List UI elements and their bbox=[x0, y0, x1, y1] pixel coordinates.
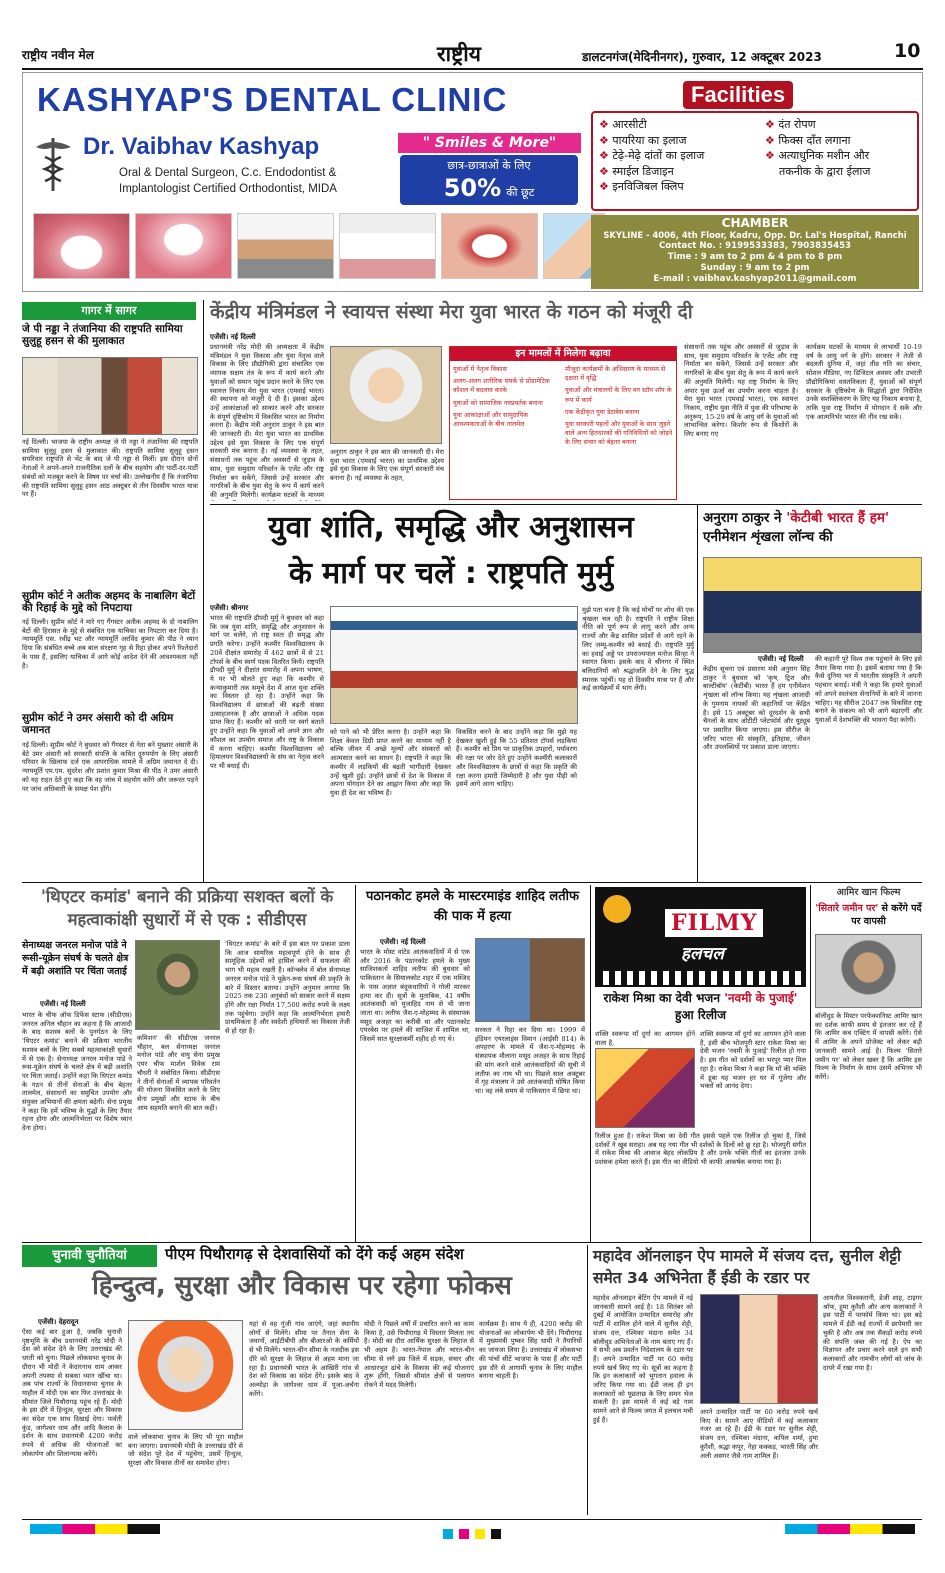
brief-headline-1: जे पी नड्डा ने तंजानिया की राष्ट्रपति सामिया सुलुहू हसन से की मुलाकात bbox=[22, 323, 183, 347]
masthead-center: राष्ट्रीय bbox=[437, 41, 481, 66]
chamber-contact: Contact No. : 9199533383, 7903835453 bbox=[658, 241, 852, 251]
promotion-item: युवाओं और मंत्रालयों के लिए वन स्टॉप शॉप के रूप में कार्य bbox=[565, 386, 672, 404]
facility-item: ❖ अत्याधुनिक मशीन और bbox=[765, 149, 870, 162]
top-story-headline: केंद्रीय मंत्रिमंडल ने स्वायत्त संस्था मेरा युवा भारत के गठन को मंजूरी दी bbox=[210, 301, 693, 323]
clinic-name: KASHYAP'S DENTAL CLINIC bbox=[37, 81, 508, 118]
filmy-body-col2: शक्ति स्वरूपा माँ दुर्गा का आगमन होने वाला है, इसी बीच भोजपुरी स्टार राकेश मिश्रा का देवी भजन 'नवमी के पुजाई' रिलीज हो गया है। इस गीत को दर्शकों का भरपूर प्यार मिल रहा है। राकेश मिश्रा ने कहा कि माँ की भक्ति में डूबा यह भजन हर घर में गूंजेगा और भक्तों को आनंद देगा। bbox=[700, 1030, 806, 1091]
chamber-box bbox=[591, 215, 919, 289]
film-strip bbox=[597, 971, 804, 985]
anurag-body-col1: केंद्रीय सूचना एवं प्रसारण मंत्री अनुराग सिंह ठाकुर ने बुधवार को 'कृष, ट्रिश और बाल्टीबॉय' (केटीबी) भारत हैं हम एनीमेशन शृंखला को लॉन्च किया। यह शृंखला आजादी के गुमनाम नायकों की कहानियों पर केंद्रित है। इसे 15 अक्टूबर को दूरदर्शन के सभी चैनलों के साथ ओटीटी प्लेटफॉर्म और यूट्यूब पर प्रसारित किया जाएगा। इस सीरीज के जरिए भारत की संस्कृति, इतिहास, जीवन और उपलब्धियों पर प्रकाश डाला जाएगा। bbox=[703, 665, 810, 752]
facilities-box bbox=[591, 111, 919, 211]
promotion-item: एक केंद्रीकृत युवा डेटाबेस बनाना bbox=[565, 407, 640, 416]
elections-byline: एजेंसी। देहरादून bbox=[38, 1318, 79, 1326]
nadda-photo bbox=[22, 357, 198, 435]
brief-body-2: नई दिल्ली। सुप्रीम कोर्ट ने मारे गए गैंगस्टर अतीक अहमद के दो नाबालिग बेटों की हिरासत के मुद्दे से संबंधित एक याचिका का निपटारा कर दिया है। न्यायमूर्ति एस. रवींद्र भट और न्यायमूर्ति अरविंद कुमार की पीठ ने ध्यान दिया कि संबंधित बच्चे अब बाल संरक्षण गृह से रिहा होकर अपने रिश्तेदारों के पास हैं, इसलिए याचिका में आगे कोई आदेश देने की आवश्यकता नहीं है। bbox=[22, 618, 198, 670]
lead-body-col2: को पाने को भी प्रेरित करना है। उन्होंने कहा कि शिक्षा केवल डिग्री प्राप्त करने का माध्यम नहीं है बल्कि जीवन में अच्छे मूल्यों और संस्कारों को आत्मसात करने का साधन है। राष्ट्रपति ने कहा कि कश्मीर में लड़कियों की बढ़ती भागीदारी देखकर उन्हें खुशी हुई। उन्होंने छात्रों से देश के विकास में अपना योगदान देने का आह्वान किया और कहा कि युवा ही देश का भविष्य हैं। bbox=[330, 728, 451, 797]
elections-headline: हिन्दुत्व, सुरक्षा और विकास पर रहेगा फोकस bbox=[92, 1271, 512, 1301]
top-story-byline: एजेंसी। नई दिल्ली bbox=[210, 333, 256, 341]
facility-item: तकनीक के द्वारा ईलाज bbox=[779, 164, 871, 178]
lead-byline: एजेंसी। श्रीनगर bbox=[210, 604, 249, 612]
lead-body-col3: विकसित करने के बाद उन्होंने कहा कि मुझे यह देखकर खुशी हुई कि 55 प्रतिशत टॉपर्स लड़कियां हैं। कश्मीर को प्रिय पर प्राकृतिक उपहारों, पर्यावरण की रक्षा पर जोर देते हुए उन्होंने कश्मीरी कलाकारों और विश्वविद्यालय के छात्रों से कहा कि प्रकृति की रक्षा करना हमारी जिम्मेदारी है और युवा पीढ़ी को इसमें आगे आना चाहिए। bbox=[456, 728, 577, 789]
cds-byline: एजेंसी। नई दिल्ली bbox=[40, 1000, 86, 1008]
color-swatch-yellow bbox=[475, 1529, 485, 1539]
rakesh-mishra-photo bbox=[595, 1048, 695, 1128]
promotion-item: युवाओं में नेतृत्व विकास bbox=[453, 365, 507, 373]
modi-election-photo bbox=[128, 1320, 243, 1430]
elections-body-col3: यहां से वह गुंजी गांव जाएंगे, जहां स्थानीय लोगों से मिलेंगे। सीमा पर तैनात सेना के जवानों, आईटीबीपी और बीआरओ के कर्मियों से भी मिलेंगे। भारत-चीन सीमा के नजदीक इस दौरे को सुरक्षा के लिहाज से अहम माना जा रहा है। प्रधानमंत्री भारत के आखिरी गांव से देश को विकास का संदेश देंगे। इसके बाद वे अल्मोड़ा के जागेश्वर धाम में पूजा-अर्चना करेंगे। bbox=[249, 1320, 359, 1398]
caduceus-icon bbox=[31, 133, 76, 193]
pathankot-body-col2: सरकार ने रिहा कर दिया था। 1999 में इंडियन एयरलाइंस विमान (आईसी 814) के अपहरण के मामले में जैश-ए-मोहम्मद के संस्थापक मौलाना मसूद अजहर के साथ रिहाई की मांग करने वाले आतंकवादियों की सूची में लतीफ का नाम भी था। पिछले साल अक्टूबर में गृह मंत्रालय ने उसे आतंकवादी घोषित किया था। वह लंबे समय से पाकिस्तान में छिपा था। bbox=[475, 1026, 585, 1095]
facility-item: ❖ आरसीटी bbox=[599, 118, 647, 131]
facility-item: ❖ पायरिया का इलाज bbox=[599, 133, 687, 147]
masthead-left: राष्ट्रीय नवीन मेल bbox=[22, 48, 94, 62]
shahid-latif-photo bbox=[475, 938, 585, 1022]
anurag-launch-photo bbox=[703, 557, 922, 653]
lead-headline-1: युवा शांति, समृद्धि और अनुशासन bbox=[268, 510, 634, 545]
doctor-qual-2: Implantologist Certified Orthodontist, MIDA bbox=[119, 183, 337, 195]
aamir-tag: आमिर खान फिल्म bbox=[836, 887, 901, 898]
page-number: 10 bbox=[894, 40, 921, 62]
dental-image-implant bbox=[237, 213, 334, 279]
promotion-box-title: इन मामलों में मिलेगा बढ़ावा bbox=[450, 347, 676, 361]
top-story-body-col4: कार्यक्रम घटकों के माध्यम से लाभार्थी 10-19 वर्ष के आयु वर्ग के होंगे। सरकार ने तेजी से बदलती दुनिया में, जहां तीव्र गति का संचार, सोशल मीडिया, नए डिजिटल अवसर और उभरती प्रौद्योगिकियां वास्तविकता हैं, युवाओं को संपूर्ण सरकार के दृष्टिकोण के सिद्धांतों द्वारा निर्देशित उनके सशक्तिकरण के लिए यह निकाय बनाया है, ताकि युवा राष्ट्र निर्माण में योगदान दे सकें और एक आत्मनिर्भर भारत की नींव रख सकें। bbox=[806, 343, 922, 421]
dental-ad bbox=[22, 72, 923, 292]
registration-mark-left bbox=[30, 1524, 160, 1534]
mahadev-actors-photo bbox=[700, 1294, 818, 1404]
cds-body-col3: 'थिएटर कमांड' के बारे में इस बात पर प्रकाश डाला कि आज सामरिक महत्वपूर्ण होने के साथ ही सामूहिक उद्देश्यों को हासिल करने में सफलता की भाग भी महत्व रखती है। कॉन्क्लेव में बोल सेनाध्यक्ष जनरल मनोज पांडे ने यूक्रेन-रूस संघर्ष की प्रकृति के बारे में विस्तार बताया। उन्होंने अनुमान लगाया कि 2025 तक 230 अनुबंधों को साकार करने में सक्षम होंगे और रक्षा निर्यात 17,500 करोड़ रुपये के लक्ष्य तक पहुंचेगा। उन्होंने कहा कि आत्मनिर्भरता हमारी प्राथमिकता है और स्वदेशी हथियारों का विकास तेजी से हो रहा है। bbox=[225, 940, 350, 1036]
lead-headline-2: के मार्ग पर चलें : राष्ट्रपति मुर्मु bbox=[288, 556, 614, 591]
film-reel-icon bbox=[603, 895, 631, 923]
color-swatch-black bbox=[491, 1529, 501, 1539]
aamir-khan-photo bbox=[815, 934, 922, 1008]
elections-kicker: पीएम पिथौरागढ़ से देशवासियों को देंगे कई अहम संदेश bbox=[165, 1245, 464, 1263]
promotion-box bbox=[449, 346, 677, 500]
brief-body-1: नई दिल्ली। भाजपा के राष्ट्रीय अध्यक्ष जे पी नड्डा ने तंजानिया की राष्ट्रपति सामिया सुलुहू हसन से मुलाकात की। राष्ट्रपति सामिया सुलुहू हसन सपरिवार राष्ट्रपति से भेंट के बाद जे पी नड्डा से मिलीं। इस दौरान दोनों नेताओं ने अपने-अपने राजनीतिक दलों के बीच सहयोग और पार्टी-दर-पार्टी संबंधों को मजबूत करने के विषय पर चर्चा की। उल्लेखनीय है कि तंजानिया की राष्ट्रपति सामिया सुलुहू हसन आठ अक्टूबर से तीन दिवसीय भारत यात्रा पर हैं। bbox=[22, 438, 198, 499]
pathankot-body-col1: भारत के मोस्ट वांटेड आतंकवादियों में से एक और 2016 के पठानकोट हमले के मुख्य साजिशकर्ता शाहिद लतीफ की बुधवार को पाकिस्तान के सियालकोट शहर में एक मस्जिद के पास अज्ञात बंदूकधारियों ने गोली मारकर हत्या कर दी। सूत्रों के मुताबिक, 41 वर्षीय आतंकवादी को मुजाहिद नाम से भी जाना जाता था। लतीफ जैश-ए-मोहम्मद के संस्थापक मसूद अजहर का करीबी था और पठानकोट एयरबेस पर हमले की साजिश में शामिल था, जिसमें सात सुरक्षाकर्मी शहीद हो गए थे। bbox=[360, 948, 470, 1044]
filmy-headline: राकेश मिश्रा का देवी भजन 'नवमी के पुजाई' हुआ रिलीज bbox=[603, 991, 798, 1023]
masthead bbox=[22, 38, 923, 68]
color-swatch-magenta bbox=[459, 1529, 469, 1539]
cds-body-col1: भारत के चीफ ऑफ डिफेंस स्टाफ (सीडीएस) जनरल अनिल चौहान का कहना है कि आजादी के बाद सशस्त्र बलों के पुनर्गठन के लिए 'थिएटर कमांड' बनाने की प्रक्रिया भारतीय सशस्त्र बलों के लिए सबसे महत्वाकांक्षी सुधारों में से एक है। सेनाध्यक्ष जनरल मनोज पांडे ने रूस-यूक्रेन संघर्ष के चलते क्षेत्र में बढ़ी अशांति पर चिंता जताई। उन्होंने कहा कि थिएटर कमांड के गठन से तीनों सेनाओं के बीच बेहतर तालमेल, संसाधनों का समुचित उपयोग और संयुक्त अभियानों की क्षमता बढ़ेगी। सेना प्रमुख ने कहा कि हमें भविष्य के युद्धों के लिए तैयार रहना होगा और आत्मनिर्भरता पर विशेष ध्यान देना होगा। bbox=[22, 1011, 132, 1133]
aamir-headline: 'सितारे जमीन पर' से करेंगे पर्दे पर वापसी bbox=[815, 903, 922, 928]
filmy-body-col1: शक्ति स्वरूपा माँ दुर्गा का आगमन होने वाला है, bbox=[595, 1030, 695, 1047]
mahadev-body-col2: अपने उन्मादित पार्टी पर 60 करोड़ रुपये खर्च किए थे। सामने आए वीडियो में कई कलाकार नजर आ रहे हैं। ईडी के रडार पर सुनील शेट्टी, संजय दत्त, रश्मिका मंदाना, कपिल शर्मा, हुमा कुरैशी, श्रद्धा कपूर, नेहा कक्कड़, भारती सिंह और अली असगर जैसे नाम शामिल हैं। bbox=[700, 1408, 818, 1460]
dental-image-dentures bbox=[33, 213, 130, 279]
dental-image-smile bbox=[441, 213, 538, 279]
color-swatch-cyan bbox=[443, 1529, 453, 1539]
dental-image-braces bbox=[135, 213, 232, 279]
registration-mark-right bbox=[785, 1524, 915, 1534]
top-story-body-col3: संसाधनों तक पहुंच और अवसरों से जुड़ाव के साथ, युवा समुदाय परिवर्तन के एजेंट और राष्ट्र निर्माता बन सकेंगे, जिससे उन्हें सरकार और नागरिकों के बीच युवा सेतु के रूप में कार्य करने की अनुमति मिलेगी। यह राष्ट्र निर्माण के लिए अपार युवा ऊर्जा का उपयोग करना चाहता है। मेरा युवा भारत (एमवाई भारत), एक स्वायत्त निकाय, राष्ट्रीय युवा नीति में युवा की परिभाषा के अनुरूप, 15-29 वर्ष के आयु वर्ग के युवाओं को लाभान्वित करेगा। किशोर रूप से किशोरों के लिए बनाए गए bbox=[684, 343, 798, 439]
offer-top: छात्र-छात्राओं के लिए bbox=[447, 159, 531, 172]
brief-headline-3: सुप्रीम कोर्ट ने उमर अंसारी को दी अग्रिम जमानत bbox=[22, 712, 174, 736]
doctor-qual-1: Oral & Dental Surgeon, C.c. Endodontist & bbox=[119, 167, 337, 179]
facility-item: ❖ स्माईल डिजाइन bbox=[599, 164, 674, 178]
top-story-body-col1: प्रधानमंत्री नरेंद्र मोदी की अध्यक्षता में केंद्रीय मंत्रिमंडल ने युवा विकास और युवा नेतृत्व वाले विकास के लिए प्रौद्योगिकी द्वारा संचालित एक व्यापक सक्षम तंत्र के रूप में कार्य करने और युवाओं को समान पहुंच प्रदान करने के लिए एक स्वायत्त निकाय मेरा युवा भारत (एमवाई भारत) की स्थापना को मंजूरी दे दी है। इसका उद्देश्य उन्हें आकांक्षाओं को साकार करने और सरकार के संपूर्ण दृष्टिकोण में विकसित भारत का निर्माण करना है। केंद्रीय मंत्री अनुराग ठाकुर ने इस बात की जानकारी दी। मेरा युवा भारत का प्राथमिक उद्देश्य इसे युवा विकास के लिए एक संपूर्ण सरकारी मंच बनाना है। नई व्यवस्था के तहत, संसाधनों तक पहुंच और अवसरों से जुड़ाव के साथ, युवा समुदाय परिवर्तन के एजेंट और राष्ट्र निर्माता बन सकेंगे, जिससे उन्हें सरकार और नागरिकों के बीच युवा सेतु के रूप में कार्य करने की अनुमति मिलेगी। कार्यक्रम घटकों के माध्यम bbox=[210, 343, 324, 499]
promotion-item: युवा सरकारी पहलों और युवाओं के साथ जुड़ने वाले अन्य हितधारकों की गतिविधियों को जोड़ने के लिए संचार को बेहतर बनाना bbox=[565, 420, 673, 447]
chamber-address: SKYLINE - 4006, 4th Floor, Kadru, Opp. Dr. Lal's Hospital, Ranchi bbox=[603, 230, 907, 240]
facility-item: ❖ फिक्स दाँत लगाना bbox=[765, 133, 851, 147]
facility-item: ❖ इनविजिबल क्लिप bbox=[599, 180, 684, 193]
filmy-logo bbox=[595, 887, 806, 987]
facility-item: ❖ टेढ़े-मेढ़े दांतों का इलाज bbox=[599, 149, 705, 162]
chamber-time: Time : 9 am to 2 pm & 4 pm to 8 pm bbox=[667, 252, 843, 262]
murmu-convocation-photo bbox=[330, 606, 578, 724]
lead-body-col1: भारत की राष्ट्रपति द्रौपदी मुर्मु ने बुधवार को कहा कि जब युवा शांति, समृद्धि और अनुशासन के मार्ग पर चलेंगे, तो राष्ट्र स्वतः ही समृद्ध और प्रगति करेगा। उन्होंने कश्मीर विश्वविद्यालय के 20वें दीक्षांत समारोह में 462 छात्रों में से 21 टॉपर्स के बीच स्वर्ण पदक वितरित किये। राष्ट्रपति द्रौपदी मुर्मु ने दीक्षांत समारोह में अपना भाषण, ये पर भी बोलते हुए कहा कि कश्मीर से कन्याकुमारी तक समूचे देश में आज युवा शक्ति का विस्तार हो रहा है। उन्होंने कहा कि विश्वविद्यालय में छात्राओं की बढ़ती संख्या उत्साहजनक है और छात्राओं ने अधिक पदक प्राप्त किए हैं। कश्मीर को धरती पर स्वर्ग बताते हुए उन्होंने कहा कि युवाओं को अपने ज्ञान और कौशल का उपयोग समाज और राष्ट्र के विकास में करना चाहिए। कश्मीर विश्वविद्यालय को हिमालयन विश्वविद्यालयों के संघ का नेतृत्व करने पर भी बधाई दी। bbox=[210, 614, 324, 770]
cds-body-col2: कमिशन' की सीडीएस जनरल चौहान, बल सेनाध्यक्ष जनरल मनोज पांडे और वायु सेना प्रमुख एयर चीफ मार्शल विवेक राम चौधरी ने संबोधित किया। सीडीएस ने तीनों सेनाओं में व्यापक परिवर्तन की योजना विकसित करने के लिए सेना प्रमुखों और स्टाफ के बीच आम सहमति बनाने की बात कही। bbox=[137, 1034, 220, 1112]
chamber-sunday: Sunday : 9 am to 2 pm bbox=[700, 263, 810, 273]
brief-body-3: नई दिल्ली। सुप्रीम कोर्ट ने बुधवार को गैंगस्टर से नेता बने मुख्तार अंसारी के बेटे उमर अंसारी को सरकारी संपत्ति के कथित दुरुपयोग के लिए अंसारी परिवार के खिलाफ दर्ज एक आपराधिक मामले में अग्रिम जमानत दे दी। न्यायमूर्ति एम.एम. सुंदरेश और प्रशांत कुमार मिश्रा की पीठ ने उमर अंसारी को यह राहत देते हुए कहा कि वह जांच में सहयोग करेंगे और जरूरत पड़ने पर जांच अधिकारी के समक्ष पेश होंगे। bbox=[22, 741, 198, 793]
slogan: " Smiles & More" bbox=[398, 133, 581, 153]
elections-body-col4: मोदी ने पिछले वर्षों में प्रचारित करने का काम किया है, उसे पिथौरागढ़ में विस्तार मिलता तय है। मोदी का दौरा आर्थिक सुरक्षा के लिहाज से भी अहम है। भारत-नेपाल और भारत-चीन सीमा से लगे इस जिले में सड़क, संचार और आधारभूत ढांचे के विकास की कई योजनाएं शुरू होंगी, जिससे सीमांत क्षेत्रों से पलायन रोकने में मदद मिलेगी। bbox=[364, 1320, 474, 1389]
pathankot-headline: पठानकोट हमले के मास्टरमाइंड शाहिद लतीफ की पाक में हत्या bbox=[365, 889, 580, 924]
chamber-email: E-mail : vaibhav.kashyap2011@gmail.com bbox=[653, 274, 857, 284]
cds-headline: 'थिएटर कमांड' बनाने की प्रक्रिया सशक्त बलों के महत्वाकांक्षी सुधारों में से एक : सीडीएस bbox=[40, 887, 334, 930]
facilities-title: Facilities bbox=[683, 81, 793, 109]
promotion-item: युवा आकांक्षाओं और सामुदायिक आवश्यकताओं के बीच तालमेल bbox=[453, 410, 529, 429]
modi-photo bbox=[330, 346, 442, 444]
promotion-item: अलग-अलग शारीरिक संपर्क से प्रोग्रामेटिक कौशल में बदलाव करके bbox=[453, 377, 550, 395]
chamber-title: CHAMBER bbox=[721, 216, 789, 230]
mahadev-body-col1: महादेव ऑनलाइन बेटिंग ऐप मामले में नई जानकारी सामने आई है। 18 सितंबर को दुबई में आयोजित उन्मादित समारोह और पार्टी में शामिल होने वाले में सुनील शेट्टी, संजय दत्त, रश्मिका मंदाना समेत 34 बॉलीवुड अभिनेताओं के नाम बताए गए हैं। ये सभी अब प्रवर्तन निदेशालय के रडार पर हैं। अपने उन्मादित पार्टी पर 60 करोड़ रुपये खर्च किए गए थे। सूत्रों का कहना है कि इन कलाकारों को भुगतान हवाला के जरिए किया गया था। ईडी जल्द ही इन कलाकारों को पूछताछ के लिए समन भेज सकती है। इस मामले में कई बड़े नाम सामने आने से फिल्म जगत में हलचल मची हुई है। bbox=[593, 1294, 693, 1424]
cds-side-headline: सेनाध्यक्ष जनरल मनोज पांडे ने रूसी-यूक्रेन संघर्ष के चलते क्षेत्र में बढ़ी अशांति पर चिंता जताई bbox=[22, 940, 129, 977]
doctor-name: Dr. Vaibhav Kashyap bbox=[83, 133, 320, 160]
offer-tail: की छूट bbox=[506, 186, 535, 199]
elections-body-col2: वाले लोकसभा चुनाव के लिए भी पूरा माहौल बना जाएगा। प्रधानमंत्री मोदी के उत्तराखंड दौरे से जो संदेश पूरे देश में पहुंचेगा, उसमें हिन्दुत्व, सुरक्षा और विकास तीनों का समावेश होगा। bbox=[128, 1433, 243, 1468]
anurag-byline: एजेंसी। नई दिल्ली bbox=[758, 655, 804, 663]
promotion-item: युवाओं को सामाजिक नवप्रवर्तक बनाना bbox=[453, 398, 543, 407]
lead-body-col4: मुझे पता चला है कि कई मोर्चों पर शोध की एक श्रृंखला चल रही है। राष्ट्रपति ने राष्ट्रीय शिक्षा नीति को पूर्ण रूप से लागू करने और अन्य राज्यों और केंद्र शासित प्रदेशों से आगे रहने के लिए जम्मू-कश्मीर को बधाई दी। राष्ट्रपति मुर्मु का हवाई अड्डे पर उपराज्यपाल मनोज सिन्हा ने स्वागत किया। इसके बाद वे श्रीनगर में स्थित बलिदानियों को श्रद्धांजलि देने के लिए युद्ध स्मारक पहुंचीं। यह दो दिवसीय यात्रा पर हैं और कई कार्यक्रमों में भाग लेंगी। bbox=[582, 606, 694, 693]
elections-body-col1: ऐसा कई बार हुआ है, जबकि चुनावी पृष्ठभूमि के बीच प्रधानमंत्री नरेंद्र मोदी ने देश को संदेश देने के लिए उत्तराखंड की धरती को चुना। पिछले लोकसभा चुनाव के दौरान भी मोदी ने केदारनाथ धाम आकर अपनी तपस्या से सबका ध्यान खींचा था। अब पांच राज्यों के विधानसभा चुनाव के माहौल में मोदी एक बार फिर उत्तराखंड के सीमांत जिले पिथौरागढ़ पहुंच रहे हैं। मोदी के इस दौरे में हिन्दुत्व, सुरक्षा और विकास का संदेश एक साथ दिखाई देगा। पार्वती कुंड, जागेश्वर धाम और आदि कैलाश के दर्शन के साथ प्रधानमंत्री 4200 करोड़ रुपये से अधिक की योजनाओं का लोकार्पण और शिलान्यास करेंगे। bbox=[22, 1328, 122, 1458]
section-tag-gagar: गागर में सागर bbox=[22, 302, 196, 320]
promotion-item: मौजूदा कार्यक्रमों के अभिसरण के माध्यम से दक्षता में वृद्धि bbox=[565, 365, 666, 383]
offer-box bbox=[400, 155, 578, 205]
mahadev-headline: महादेव ऑनलाइन ऐप मामले में संजय दत्त, सुनील शेट्टी समेत 34 अभिनेता हैं ईडी के रडार पर bbox=[593, 1247, 901, 1287]
mahadev-body-col3: आयतीज विश्वकरानी, डेजी शाह, टाइगर श्रॉफ, हुमा कुरैशी और अन्य कलाकारों ने इस पार्टी में परफॉर्म किया था। इस बड़े मामले में ईडी कई राज्यों में छापेमारी कर चुकी है और अब तक सैकड़ों करोड़ रुपये की संपत्ति जब्त की गई है। ऐप का विज्ञापन और प्रचार करने वाले इन सभी कलाकारों और नामचीन लोगों को जांच के दायरे में रखा गया है। bbox=[823, 1294, 922, 1372]
elections-tag: चुनावी चुनौतियां bbox=[22, 1245, 157, 1267]
top-story-body-col2: अनुराग ठाकुर ने इस बात की जानकारी दी। मेरा युवा भारत (एमवाई भारत) का प्राथमिक उद्देश्य इसे युवा विकास के लिए एक संपूर्ण सरकारी मंच बनाना है। नई व्यवस्था के तहत, bbox=[330, 448, 444, 483]
masthead-date: डालटनगंज(मेदिनीनगर), गुरुवार, 12 अक्टूबर 2023 bbox=[582, 50, 822, 64]
anurag-headline: अनुराग ठाकुर ने 'केटीबी भारत हैं हम' एनीमेशन शृंखला लॉन्च की bbox=[703, 510, 890, 545]
filmy-logo-text: FILMY bbox=[665, 909, 763, 937]
brief-headline-2: सुप्रीम कोर्ट ने अतीक अहमद के नाबालिग बेटों की रिहाई के मुद्दे को निपटाया bbox=[22, 590, 196, 614]
offer-percent: 50% bbox=[443, 174, 502, 202]
elections-body-col5: कार्यक्रम है। साथ ये ही, 4200 करोड़ की योजनाओं का लोकार्पण भी देंगे। पिथौरागढ़ में मुख्यमंत्री पुष्कर सिंह धामी ने तैयारियों का जायजा लिया है। उत्तराखंड में लोकसभा की पांचों सीटें भाजपा के पास हैं और पार्टी इस दौरे से आगामी चुनाव के लिए माहौल बनाना चाहती है। bbox=[479, 1320, 582, 1381]
filmy-body-col3: रिलीज हुआ है। राकेश मिश्रा का देवी गीत इससे पहले एक रिलीज हो चुका है, जिसे दर्शकों ने खूब सराहा। अब यह नया गीत भी दर्शकों के दिलों को छू रहा है। भोजपुरी संगीत में राकेश मिश्रा की आवाज बेहद लोकप्रिय है और उनके भक्ति गीतों का इंतजार उनके प्रशंसक हमेशा करते हैं। इस गीत का वीडियो भी काफी आकर्षक बनाया गया है। bbox=[595, 1132, 806, 1167]
facility-item: ❖ दंत रोपण bbox=[765, 118, 816, 131]
anurag-body-col2: की कहानी पूरे विश्व तक पहुंचाने के लिए इसे तैयार किया गया है। इसमें बताया गया है कि कैसे दुनिया भर में भारतीय संस्कृति ने अपनी पहचान बनाई। मंत्री ने कहा कि हमारे युवाओं को अपने स्वतंत्रता सेनानियों के बारे में जानना चाहिए। यह सीरीज 2047 तक विकसित राष्ट्र बनाने के संकल्प को भी आगे बढ़ाएगी और युवाओं में देशभक्ति की भावना पैदा करेगी। bbox=[815, 655, 922, 724]
filmy-logo-text-2: हलचल bbox=[681, 944, 724, 964]
army-chief-photo bbox=[135, 940, 220, 1030]
aamir-body: बॉलीवुड के मिस्टर परफेक्शनिस्ट आमिर खान का दर्शक काफी समय से इंतजार कर रहे हैं कि आमिर कब एक्टिंग में वापसी करेंगे। ऐसे में आमिर के अपने प्रोजेक्ट को लेकर बड़ी जानकारी सामने आई है। फिल्म 'सितारे जमीन पर' को लेकर खबर है कि आमिर इस फिल्म के निर्माण के साथ उसमें अभिनय भी करेंगे। bbox=[815, 1012, 922, 1081]
dental-image-teeth bbox=[339, 213, 436, 279]
pathankot-byline: एजेंसी। नई दिल्ली bbox=[380, 938, 426, 946]
